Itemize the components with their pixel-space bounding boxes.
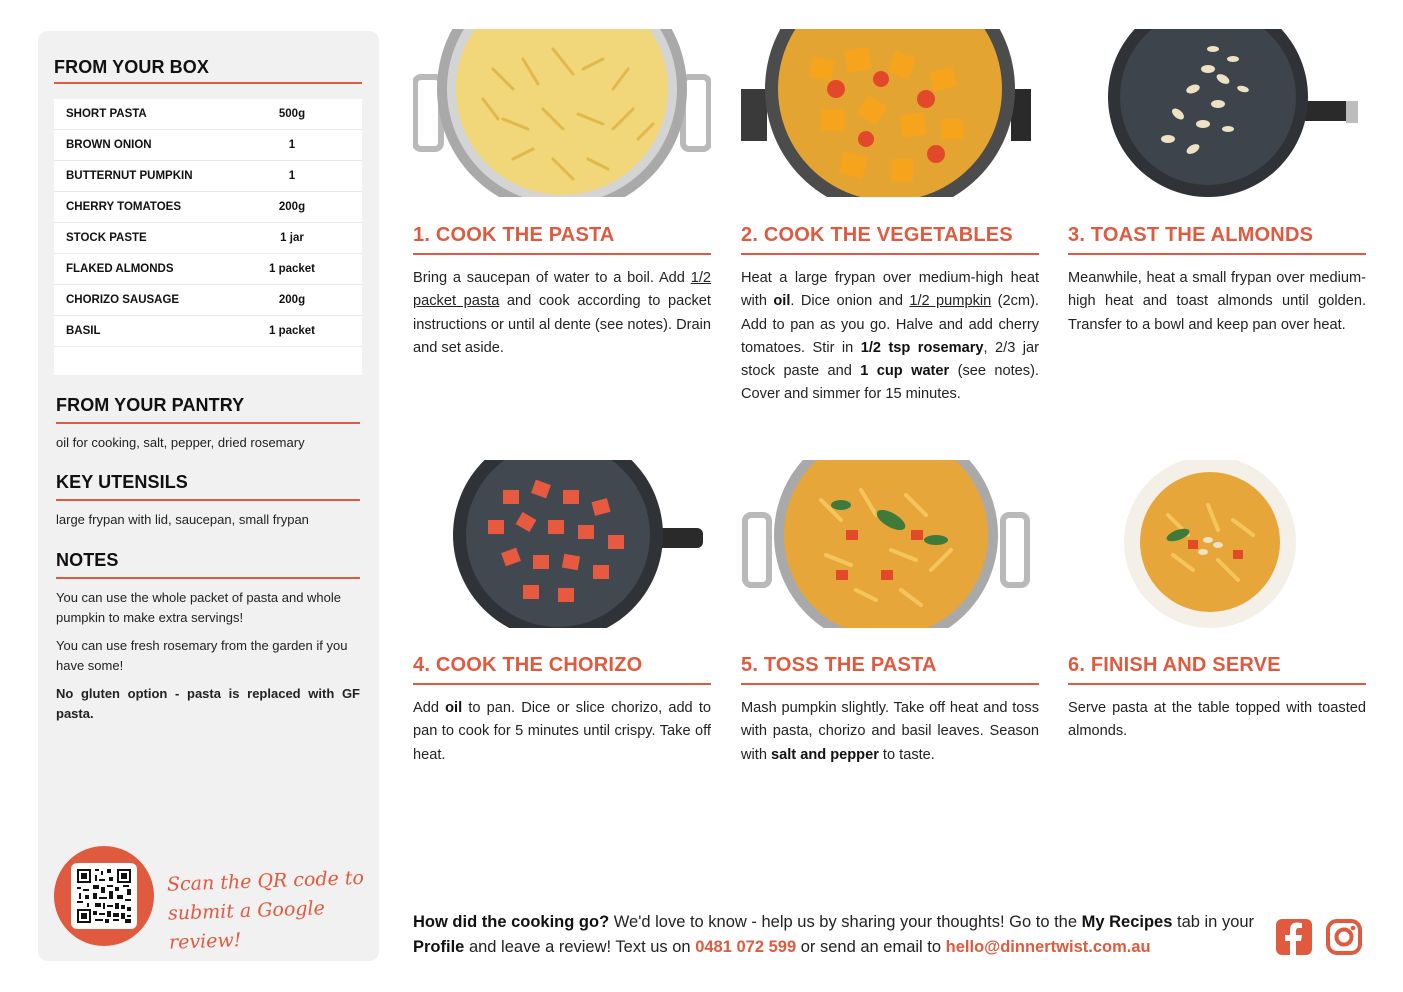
step-text-part: Add (413, 700, 446, 716)
email-link[interactable]: hello@dinnertwist.com.au (945, 938, 1151, 956)
divider (413, 253, 711, 255)
ingredient-qty: 1 jar (280, 232, 304, 244)
step-text-part: oil (445, 700, 463, 716)
pantry-heading: FROM YOUR PANTRY (56, 395, 245, 415)
review-footer (413, 910, 1263, 960)
utensils-text: large frypan with lid, saucepan, small frypan (56, 512, 309, 527)
divider (56, 577, 360, 579)
step-text-part: 1/2 pumpkin (909, 293, 992, 310)
ingredient-qty: 200g (278, 294, 306, 306)
step-text-part: and cook according to packet instructions or until al dente (see notes). Drain and set aside. (413, 293, 711, 356)
pasta-pot-image (413, 29, 711, 197)
footer-question: How did the cooking go? (413, 913, 610, 931)
step-title: 2. COOK THE VEGETABLES (741, 224, 1013, 246)
ingredient-name: STOCK PASTE (66, 232, 147, 244)
step-text-part: oil (773, 293, 791, 310)
step-text-part: salt and pepper (771, 746, 879, 763)
facebook-icon[interactable] (1275, 918, 1313, 956)
step-title: 5. TOSS THE PASTA (741, 654, 937, 676)
divider (54, 82, 362, 84)
from-your-box-heading: FROM YOUR BOX (54, 57, 209, 77)
step-text-part: . Dice onion and (790, 293, 910, 310)
ingredient-row (54, 130, 362, 161)
step-1-photo (413, 29, 711, 197)
almonds-pan-image (1068, 29, 1366, 197)
ingredient-qty: 200g (278, 201, 306, 213)
qr-text-line: Scan the QR code to (166, 866, 365, 896)
step-text-part: 1/2 packet pasta (413, 270, 711, 310)
step-text (413, 697, 711, 767)
divider (741, 253, 1039, 255)
ingredient-row (54, 161, 362, 192)
step-5-photo (741, 460, 1039, 628)
divider (56, 499, 360, 501)
step-title: 6. FINISH AND SERVE (1068, 654, 1281, 676)
step-text-part: Mash pumpkin slightly. Take off heat and toss with pasta, chorizo and basil leaves. Season with (741, 700, 1039, 763)
ingredient-qty: 1 (288, 170, 296, 182)
phone-link[interactable]: 0481 072 599 (695, 938, 797, 956)
chorizo-pan-image (413, 460, 711, 628)
note-text: You can use fresh rosemary from the garden if you have some! (56, 638, 348, 673)
divider (1068, 253, 1366, 255)
divider (56, 422, 360, 424)
step-text (741, 267, 1039, 407)
qr-review-prompt (167, 863, 381, 957)
divider (413, 683, 711, 685)
notes-heading: NOTES (56, 550, 119, 570)
step-text-part: 1 cup water (860, 363, 950, 380)
ingredients-table (54, 99, 362, 375)
step-2-photo (741, 29, 1039, 197)
qr-badge[interactable] (54, 846, 154, 946)
ingredient-name: FLAKED ALMONDS (66, 263, 174, 275)
step-text-part: to pan. Dice or slice chorizo, add to pan to cook for 5 minutes until crispy. Take off heat. (413, 700, 712, 763)
step-text-part: Bring a saucepan of water to a boil. Add (413, 270, 691, 286)
vegetables-pan-image (741, 29, 1039, 197)
profile-label: Profile (413, 938, 465, 956)
qr-code-icon[interactable] (71, 863, 137, 929)
footer-text: and leave a review! Text us on (464, 938, 696, 956)
qr-text-line: submit a Google review! (167, 897, 326, 954)
step-text (413, 267, 711, 360)
my-recipes-label: My Recipes (1081, 913, 1173, 931)
ingredient-row (54, 223, 362, 254)
toss-pasta-pot-image (741, 460, 1039, 628)
step-text-part: Meanwhile, heat a small frypan over medium-high heat and toast almonds until golden. Transfer to a bowl and keep pan over heat. (1068, 270, 1366, 333)
step-6-photo (1068, 460, 1366, 628)
ingredient-qty: 1 packet (268, 263, 316, 275)
served-bowl-image (1068, 460, 1366, 628)
ingredient-row (54, 99, 362, 130)
ingredient-qty: 1 packet (268, 325, 316, 337)
ingredient-name: CHORIZO SAUSAGE (66, 294, 180, 306)
ingredient-name: BASIL (66, 325, 101, 337)
step-text-part: , 2/3 jar stock paste and (741, 339, 1039, 380)
ingredient-row (54, 285, 362, 316)
step-4-photo (413, 460, 711, 628)
ingredient-name: BUTTERNUT PUMPKIN (66, 170, 193, 182)
notes-section (56, 550, 360, 732)
step-text (741, 697, 1039, 767)
ingredients-sidebar (38, 31, 379, 961)
step-title: 3. TOAST THE ALMONDS (1068, 224, 1314, 246)
footer-text: or send an email to (796, 938, 946, 956)
step-text-part: (2cm). Add to pan as you go. Halve and add cherry tomatoes. Stir in (741, 293, 1039, 356)
divider (1068, 683, 1366, 685)
step-text-part: Heat a large frypan over medium-high heat with (741, 270, 1039, 310)
step-text (1068, 267, 1366, 337)
ingredient-row (54, 254, 362, 285)
gluten-note: No gluten option - pasta is replaced with GF pasta. (56, 686, 360, 721)
footer-text: We'd love to know - help us by sharing your thoughts! Go to the (609, 913, 1082, 931)
step-title: 4. COOK THE CHORIZO (413, 654, 643, 676)
step-text-part: to taste. (878, 746, 935, 763)
ingredient-name: CHERRY TOMATOES (66, 201, 182, 213)
pantry-text: oil for cooking, salt, pepper, dried rosemary (56, 435, 305, 450)
ingredient-row (54, 316, 362, 347)
ingredient-qty: 1 (288, 139, 296, 151)
step-text-part: (see notes). Cover and simmer for 15 minutes. (741, 363, 1039, 403)
utensils-section (56, 472, 360, 530)
divider (741, 683, 1039, 685)
step-text (1068, 697, 1366, 744)
pantry-section (56, 395, 360, 453)
step-text-part: 1/2 tsp rosemary (860, 339, 984, 356)
note-text: You can use the whole packet of pasta and whole pumpkin to make extra servings! (56, 590, 342, 625)
instagram-icon[interactable] (1325, 918, 1363, 956)
step-title: 1. COOK THE PASTA (413, 224, 615, 246)
utensils-heading: KEY UTENSILS (56, 472, 188, 492)
ingredient-name: SHORT PASTA (66, 108, 147, 120)
ingredient-row (54, 192, 362, 223)
ingredient-name: BROWN ONION (66, 139, 152, 151)
step-3-photo (1068, 29, 1366, 197)
ingredient-qty: 500g (278, 108, 306, 120)
footer-text: tab in your (1172, 913, 1255, 931)
step-text-part: Serve pasta at the table topped with toasted almonds. (1068, 700, 1366, 740)
